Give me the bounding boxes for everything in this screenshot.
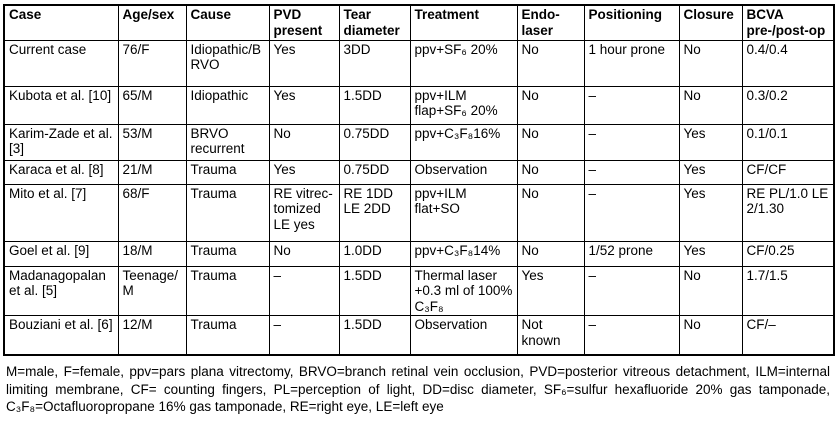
table-cell: 0.1/0.1 [742,124,834,160]
table-cell: Yes [269,40,339,86]
table-cell: ppv+ILM flap+SF₆ 20% [410,86,517,124]
table-cell: Teenage/M [118,266,186,316]
table-cell: No [517,86,584,124]
col-header-bcva: BCVA pre-/post-op [742,5,834,40]
table-cell: 0.3/0.2 [742,86,834,124]
case-comparison-table [3,4,835,356]
table-cell: Yes [269,86,339,124]
table-cell: ppv+SF₆ 20% [410,40,517,86]
table-cell: RE vitrec-tomized LE yes [269,184,339,241]
table-cell: BRVO recurrent [186,124,269,160]
table-cell: No [679,86,742,124]
col-header-case: Case [4,5,118,40]
table-cell: Yes [679,160,742,184]
table-row [4,124,834,160]
table-cell: 1/52 prone [584,241,679,266]
table-cell: No [269,124,339,160]
table-cell: 68/F [118,184,186,241]
abbreviations-footnote: M=male, F=female, ppv=pars plana vitrectomy, BRVO=branch retinal vein occlusion, PVD=posterior vitreous detachment, ILM=internal limiting membrane, CF= counting fingers, PL=perception of light, DD=disc diameter, SF₆=sulfur hexafluoride 20% gas tamponade, C₃F₈=Octafluoropropane 16% gas tamponade, RE=right eye, LE=left eye [6,364,830,414]
table-cell: – [584,316,679,355]
table-cell: 0.4/0.4 [742,40,834,86]
table-cell: Idiopathic/BRVO [186,40,269,86]
table-cell: 1.5DD [339,266,410,316]
table-cell: 53/M [118,124,186,160]
table-cell: 18/M [118,241,186,266]
table-cell: No [517,184,584,241]
table-cell: No [517,160,584,184]
table-cell: Trauma [186,241,269,266]
table-cell: 1.5DD [339,86,410,124]
table-cell: – [584,86,679,124]
table-cell: No [679,40,742,86]
table-cell: Yes [679,184,742,241]
col-header-tear-diameter: Tear diameter [339,5,410,40]
table-cell: 65/M [118,86,186,124]
table-cell: Trauma [186,160,269,184]
table-cell: Trauma [186,184,269,241]
header-row [4,5,834,40]
table-cell: 12/M [118,316,186,355]
table-cell: CF/0.25 [742,241,834,266]
table-cell: 1.5DD [339,316,410,355]
table-cell: Mito et al. [7] [4,184,118,241]
table-cell: Observation [410,160,517,184]
col-header-closure: Closure [679,5,742,40]
table-cell: – [584,266,679,316]
table-cell: CF/CF [742,160,834,184]
table-cell: – [584,160,679,184]
table-cell: Observation [410,316,517,355]
table-cell: Yes [269,160,339,184]
table-cell: Kubota et al. [10] [4,86,118,124]
table-cell: Trauma [186,316,269,355]
table-cell: No [679,266,742,316]
col-header-treatment: Treatment [410,5,517,40]
table-cell: 1 hour prone [584,40,679,86]
col-header-endo-laser: Endo-laser [517,5,584,40]
table-cell: – [269,316,339,355]
table-cell: ppv+ILM flat+SO [410,184,517,241]
table-cell: RE PL/1.0 LE 2/1.30 [742,184,834,241]
col-header-cause: Cause [186,5,269,40]
table-cell: Karim-Zade et al. [3] [4,124,118,160]
table-row [4,86,834,124]
table-cell: RE 1DD LE 2DD [339,184,410,241]
col-header-positioning: Positioning [584,5,679,40]
table-cell: ppv+C₃F₈14% [410,241,517,266]
table-cell: Goel et al. [9] [4,241,118,266]
table-cell: No [517,40,584,86]
table-cell: 21/M [118,160,186,184]
table-cell: – [269,266,339,316]
table-cell: 0.75DD [339,124,410,160]
table-cell: 76/F [118,40,186,86]
col-header-age-sex: Age/sex [118,5,186,40]
table-cell: Trauma [186,266,269,316]
table-cell: ppv+C₃F₈16% [410,124,517,160]
table-cell: No [517,241,584,266]
table-cell: 0.75DD [339,160,410,184]
table-cell: 1.7/1.5 [742,266,834,316]
table-cell: – [584,184,679,241]
table-cell: Madanagopalan et al. [5] [4,266,118,316]
table-row [4,184,834,241]
table-row [4,266,834,316]
table-row [4,241,834,266]
table-row [4,40,834,86]
table-cell: Idiopathic [186,86,269,124]
table-cell: Not known [517,316,584,355]
table-cell: No [517,124,584,160]
table-cell: 1.0DD [339,241,410,266]
table-cell: CF/– [742,316,834,355]
table-row [4,316,834,355]
table-row [4,160,834,184]
table-cell: Yes [679,124,742,160]
table-cell: Thermal laser +0.3 ml of 100% C₃F₈ [410,266,517,316]
table-cell: Current case [4,40,118,86]
table-cell: – [584,124,679,160]
table-cell: No [269,241,339,266]
table-cell: Bouziani et al. [6] [4,316,118,355]
table-cell: 3DD [339,40,410,86]
table-cell: Yes [679,241,742,266]
table-cell: No [679,316,742,355]
table-cell: Yes [517,266,584,316]
table-cell: Karaca et al. [8] [4,160,118,184]
col-header-pvd-present: PVD present [269,5,339,40]
